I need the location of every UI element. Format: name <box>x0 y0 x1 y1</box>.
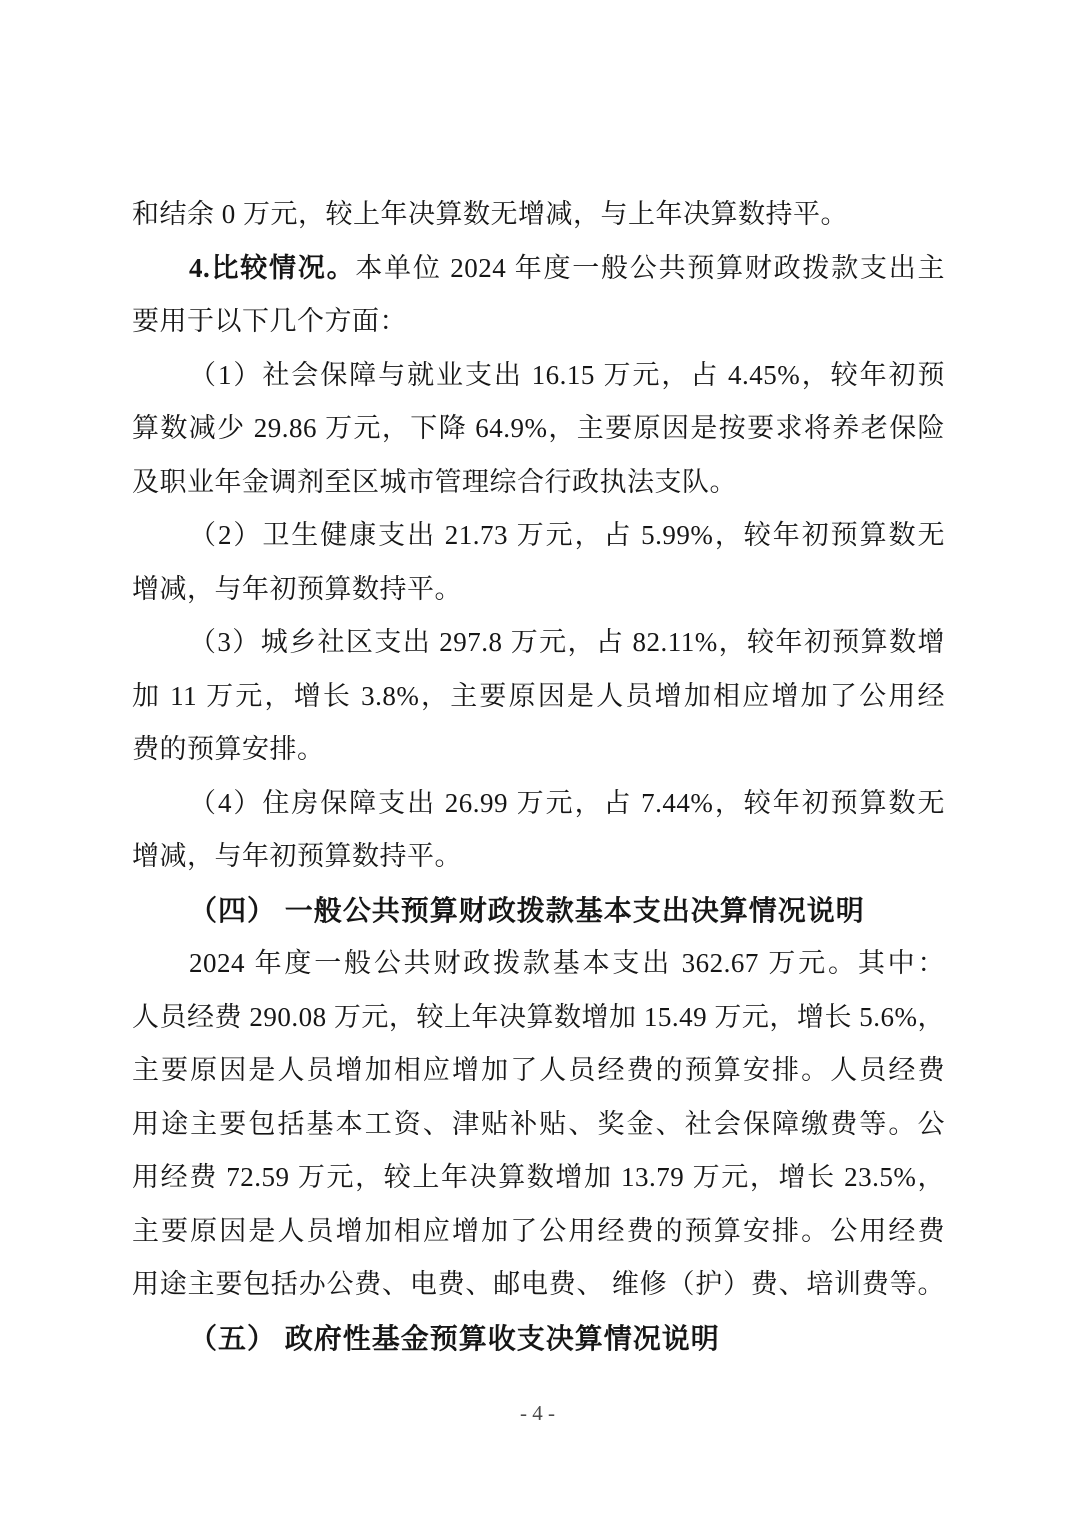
text-segment: 主要原因是人员增加相应增加了公用经费的预算安排。公用经费 <box>132 1215 945 1246</box>
text-line <box>132 509 945 563</box>
text-line <box>132 563 945 617</box>
document-body <box>132 188 945 1365</box>
text-line <box>132 1258 945 1312</box>
text-line <box>132 830 945 884</box>
text-line <box>132 991 945 1045</box>
text-segment: （4）住房保障支出 26.99 万元，占 7.44%，较年初预算数无 <box>189 787 945 818</box>
text-line <box>132 1044 945 1098</box>
text-segment: 用途主要包括基本工资、津贴补贴、奖金、社会保障缴费等。公 <box>132 1108 945 1139</box>
text-segment: 本单位 2024 年度一般公共预算财政拨款支出主 <box>355 252 945 283</box>
text-line <box>132 777 945 831</box>
text-segment: （1）社会保障与就业支出 16.15 万元，占 4.45%，较年初预 <box>189 359 945 390</box>
text-line <box>132 295 945 349</box>
text-segment: 增减，与年初预算数持平。 <box>132 573 462 604</box>
page-number: - 4 - <box>520 1401 555 1425</box>
section-heading <box>132 884 945 938</box>
text-line <box>132 616 945 670</box>
text-segment: 用经费 72.59 万元，较上年决算数增加 13.79 万元，增长 23.5%， <box>132 1162 945 1192</box>
text-line <box>132 1098 945 1152</box>
text-segment: （五） 政府性基金预算收支决算情况说明 <box>189 1322 720 1354</box>
text-line <box>132 937 945 991</box>
text-segment: 加 11 万元，增长 3.8%，主要原因是人员增加相应增加了公用经 <box>132 680 945 711</box>
text-segment: 增减，与年初预算数持平。 <box>132 841 462 871</box>
text-line <box>132 1151 945 1205</box>
text-line <box>132 402 945 456</box>
text-line <box>132 456 945 510</box>
text-segment: （四） 一般公共预算财政拨款基本支出决算情况说明 <box>189 894 865 926</box>
text-segment: 和结余 0 万元，较上年决算数无增减，与上年决算数持平。 <box>132 199 848 229</box>
section-heading <box>132 1312 945 1366</box>
text-segment: （2）卫生健康支出 21.73 万元，占 5.99%，较年初预算数无 <box>189 520 945 550</box>
text-segment: 要用于以下几个方面： <box>132 306 407 336</box>
text-line <box>132 188 945 242</box>
text-segment: （3）城乡社区支出 297.8 万元，占 82.11%，较年初预算数增 <box>189 627 945 657</box>
text-line <box>132 242 945 296</box>
text-line <box>132 723 945 777</box>
text-segment: 算数减少 29.86 万元，下降 64.9%，主要原因是按要求将养老保险 <box>132 413 945 443</box>
text-segment: 4.比较情况。 <box>189 252 356 283</box>
text-segment: 人员经费 290.08 万元，较上年决算数增加 15.49 万元，增长 5.6%， <box>132 1001 945 1032</box>
text-line <box>132 670 945 724</box>
text-segment: 及职业年金调剂至区城市管理综合行政执法支队。 <box>132 466 737 497</box>
text-segment: 用途主要包括办公费、电费、邮电费、 维修（护）费、培训费等。 <box>132 1269 945 1299</box>
text-line <box>132 1205 945 1259</box>
text-segment: 费的预算安排。 <box>132 734 325 764</box>
text-line <box>132 349 945 403</box>
text-segment: 主要原因是人员增加相应增加了人员经费的预算安排。人员经费 <box>132 1055 945 1085</box>
text-segment: 2024 年度一般公共财政拨款基本支出 362.67 万元。其中： <box>189 948 945 978</box>
